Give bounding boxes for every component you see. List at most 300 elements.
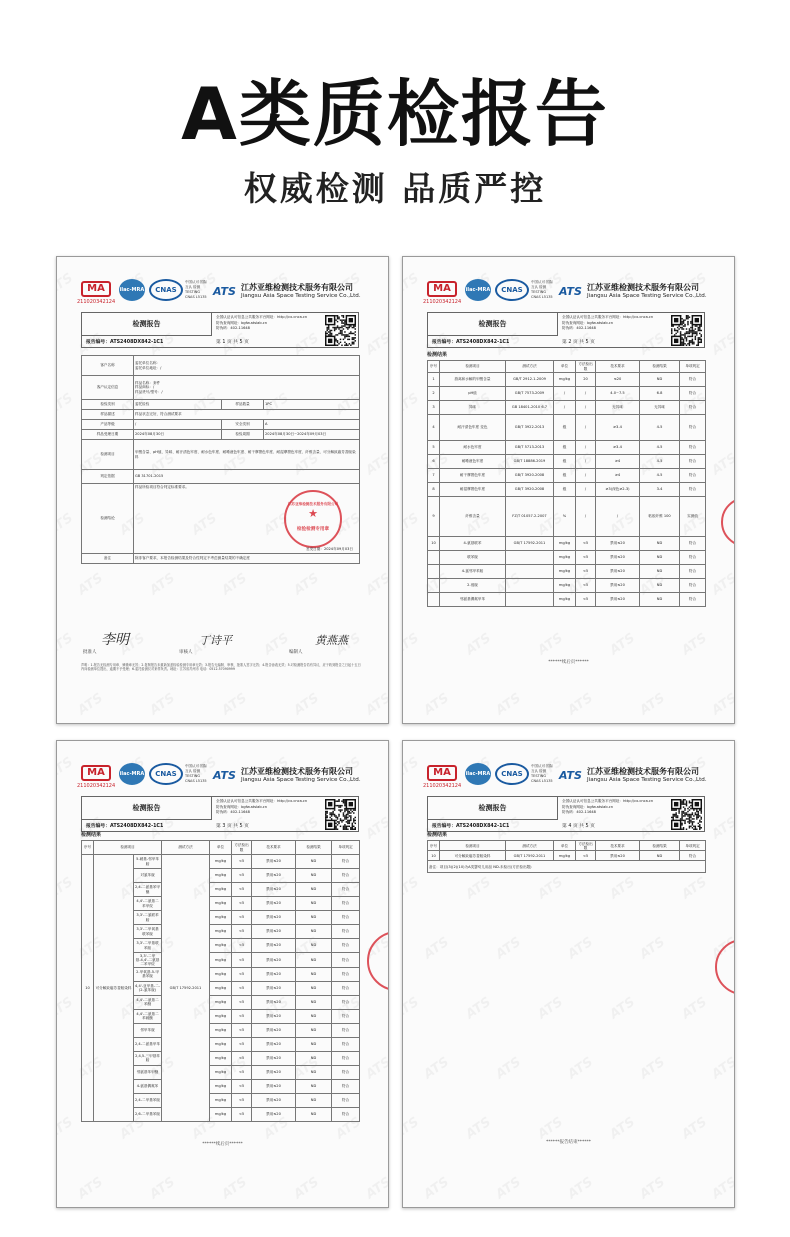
cell: /: [576, 455, 596, 469]
cell: [428, 579, 440, 593]
report-page-3: [56, 740, 389, 1208]
report-page-1: [56, 256, 389, 724]
cell: ≤20: [596, 373, 640, 387]
cell: <5: [232, 953, 252, 968]
client-info-table: [81, 355, 360, 564]
cell: 3-4: [640, 483, 680, 497]
watermark-text: [402, 391, 422, 419]
cell: 符合: [332, 925, 360, 939]
cell: 邻甲苯胺: [134, 1023, 162, 1037]
verify-line: 全国认证认可信息公共服务平台网址：http://cx.cnca.cn: [216, 315, 308, 319]
cell: ND: [296, 1037, 332, 1051]
cell: /: [576, 483, 596, 497]
note-cell: 备注：项目(3)(2)(10)为A类婴幼儿用品 ND-未检出(方法检出限): [428, 861, 706, 873]
table-row: [82, 855, 360, 869]
col-header: 单项判定: [680, 841, 706, 851]
col-header: 检测结果: [640, 841, 680, 851]
watermark-text: [363, 815, 389, 843]
cell: ND: [296, 855, 332, 869]
cnas-note: 中国认可 国际互认 检测 TESTING CNAS L5135: [531, 764, 554, 783]
company-name-cn: 江苏亚维检测技术服务有限公司: [241, 283, 353, 292]
watermark-text: [637, 1175, 668, 1203]
company-name-cn: 江苏亚维检测技术服务有限公司: [241, 767, 353, 776]
cell: <5: [232, 995, 252, 1009]
watermark-text: [56, 1115, 76, 1143]
cell: <5: [232, 1051, 252, 1065]
ma-code: 211020342124: [423, 783, 462, 789]
cell: /: [576, 401, 596, 415]
col-header: 单项判定: [332, 841, 360, 855]
cell: GB/T 3922-2013: [506, 415, 554, 441]
cell: ND: [296, 1107, 332, 1121]
ats-logo: ATS: [559, 769, 582, 782]
watermark-text: [709, 815, 735, 843]
cell: <5: [232, 939, 252, 953]
verify-line: 全国认证认可信息公共服务平台网址：http://cx.cnca.cn: [562, 799, 654, 803]
cell: mg/kg: [210, 1009, 232, 1023]
verify-line: 防伪码：402-11648: [562, 326, 596, 330]
watermark-text: [363, 331, 389, 359]
company-name-cn: 江苏亚维检测技术服务有限公司: [587, 283, 699, 292]
cell: 禁用≤20: [252, 1051, 296, 1065]
cell: mg/kg: [210, 953, 232, 968]
watermark-text: [363, 571, 389, 599]
table-row: [428, 537, 706, 551]
cell: GB/T 3920-2008: [506, 483, 554, 497]
report-title: 检测报告: [82, 797, 212, 820]
cell: mg/kg: [554, 851, 576, 861]
cell: <5: [232, 911, 252, 925]
watermark-text: [147, 1175, 178, 1203]
cell: GB/T 17592-2011: [162, 855, 210, 1122]
cell: 禁用≤20: [596, 593, 640, 607]
cell: [428, 593, 440, 607]
col-header: 方法检出限: [576, 361, 596, 373]
cell: 3,3'-二甲氧基联苯胺: [134, 925, 162, 939]
cell: ND: [640, 579, 680, 593]
watermark-text: [493, 691, 524, 719]
report-number: 报告编号：ATS2408DX842-1C1: [432, 340, 510, 345]
table-row: [428, 441, 706, 455]
cell: ND: [296, 1009, 332, 1023]
watermark-text: [291, 571, 322, 599]
cell: 4,4'-二氨基二苯醚: [134, 995, 162, 1009]
watermark-text: [709, 1055, 735, 1083]
cell: 4-5: [640, 469, 680, 483]
cell: mg/kg: [210, 1093, 232, 1107]
watermark-text: [463, 995, 494, 1023]
cell: 纤维含量: [440, 497, 506, 537]
cell: 可分解致癌芳香胺染料: [94, 855, 134, 1122]
cell: 禁用≤20: [252, 1079, 296, 1093]
watermark-text: [535, 631, 566, 659]
cell: 4,4'-二氨基二苯甲烷: [134, 897, 162, 911]
cell: <5: [232, 1079, 252, 1093]
qr-code-icon: [325, 799, 356, 830]
cnas-logo: CNAS: [495, 279, 529, 301]
cell: 禁用≤20: [252, 1065, 296, 1079]
watermark-text: [709, 571, 735, 599]
company-name-en: Jiangsu Asia Space Testing Service Co.,Ltd.: [241, 293, 361, 299]
watermark-text: [56, 391, 76, 419]
cell: 2024年08月30日~2024年09月03日: [264, 430, 360, 440]
section-title: 检测结果: [427, 352, 448, 358]
cell: 4-5: [640, 415, 680, 441]
cell: ≥3-4: [596, 441, 640, 455]
cell: 符合: [332, 1065, 360, 1079]
cell: [428, 551, 440, 565]
results-table: [427, 840, 706, 873]
cell: 禁用≤20: [252, 939, 296, 953]
cell: mg/kg: [210, 855, 232, 869]
cell: 1: [428, 373, 440, 387]
cell: 级: [554, 455, 576, 469]
make-label: 编制人: [289, 650, 303, 655]
watermark-text: [219, 691, 250, 719]
continued-marker: ******续后页******: [548, 660, 589, 665]
company-name-en: Jiangsu Asia Space Testing Service Co.,Ltd.: [587, 777, 707, 783]
watermark-text: [493, 1055, 524, 1083]
cell: 禁用≤20: [252, 1037, 296, 1051]
report-header: [81, 312, 359, 348]
table-row: [428, 483, 706, 497]
cell: 符合: [332, 1037, 360, 1051]
cell: <5: [232, 869, 252, 883]
cell: GB/T 7573-2009: [506, 387, 554, 401]
cnas-note: 中国认可 国际互认 检测 TESTING CNAS L5135: [185, 280, 208, 299]
cell: 禁用≤20: [252, 1023, 296, 1037]
ma-code: 211020342124: [77, 299, 116, 305]
watermark-text: [291, 691, 322, 719]
cell: mg/kg: [554, 593, 576, 607]
cell: 符合: [680, 565, 706, 579]
company-name-en: Jiangsu Asia Space Testing Service Co.,Ltd.: [587, 293, 707, 299]
watermark-text: [709, 331, 735, 359]
cell: 符合: [332, 883, 360, 897]
cell: 禁用≤20: [252, 911, 296, 925]
cell: 符合: [680, 551, 706, 565]
cell: 9: [428, 497, 440, 537]
qr-code-icon: [671, 315, 702, 346]
cell: 无异味: [596, 401, 640, 415]
watermark-text: [565, 935, 596, 963]
cell: <5: [232, 855, 252, 869]
ats-logo: ATS: [213, 769, 236, 782]
report-title: 检测报告: [82, 313, 212, 336]
cell: 符合: [332, 1051, 360, 1065]
cell: ND: [296, 911, 332, 925]
cell: 符合: [332, 911, 360, 925]
cell: GB/T 17592-2011: [506, 537, 554, 551]
cell: /: [576, 469, 596, 483]
conclusion-cell: [134, 484, 360, 554]
page-number: 第 3 页 共 5 页: [216, 824, 249, 829]
watermark-text: [363, 451, 389, 479]
cell: 备注: [82, 554, 134, 564]
cell: 2,6-二甲基苯胺: [134, 1107, 162, 1121]
cell: 符合: [680, 401, 706, 415]
watermark-text: [607, 631, 638, 659]
cell: 符合: [680, 415, 706, 441]
cell: 符合: [332, 939, 360, 953]
cell: 禁用≤20: [596, 565, 640, 579]
watermark-text: [219, 1175, 250, 1203]
cell: FZ/T 01057.2-2007: [506, 497, 554, 537]
cell: ≥3(深色≥2-3): [596, 483, 640, 497]
cell: 委托检验: [134, 400, 222, 410]
cell: 实测值: [680, 497, 706, 537]
cell: 检验周期: [222, 430, 264, 440]
cell: 1PC: [264, 400, 360, 410]
cell: 禁用≤20: [596, 551, 640, 565]
cell: 10: [428, 851, 440, 861]
watermark-text: [709, 451, 735, 479]
cell: 符合: [332, 869, 360, 883]
page-number: 第 1 页 共 5 页: [216, 340, 249, 345]
cell: <5: [576, 537, 596, 551]
cell: mg/kg: [210, 883, 232, 897]
watermark-text: [402, 631, 422, 659]
cell: /: [576, 441, 596, 455]
col-header: 测试方法: [506, 841, 554, 851]
ma-code: 211020342124: [423, 299, 462, 305]
watermark-text: [402, 511, 422, 539]
ilac-logo: ilac-MRA: [119, 279, 145, 301]
watermark-text: [709, 691, 735, 719]
table-row: [428, 401, 706, 415]
results-body: [428, 361, 706, 607]
cnas-logo: CNAS: [495, 763, 529, 785]
seam-stamp: [715, 939, 735, 995]
cell: 2024年08月30日: [134, 430, 222, 440]
cell-line: 委托单位地址：/: [135, 365, 162, 370]
watermark-text: [607, 875, 638, 903]
cell: mg/kg: [210, 869, 232, 883]
watermark-text: [402, 995, 422, 1023]
watermark-text: [679, 875, 710, 903]
cell: 耐水色牢度: [440, 441, 506, 455]
cell: GB/T 2912.1-2009: [506, 373, 554, 387]
watermark-text: [75, 571, 106, 599]
cell: 4.0~7.5: [596, 387, 640, 401]
cell: [428, 565, 440, 579]
verify-info: [216, 799, 322, 816]
cell: ND: [640, 551, 680, 565]
cell: ND: [296, 897, 332, 911]
cell: <5: [232, 981, 252, 995]
table-row: [428, 551, 706, 565]
cell: <5: [576, 579, 596, 593]
cell: 2,4,5-三甲基苯胺: [134, 1051, 162, 1065]
cell: 无异味: [640, 401, 680, 415]
ma-logo: MA: [427, 281, 457, 297]
results-table: [427, 360, 706, 607]
letterhead: [71, 277, 376, 307]
cell: 禁用≤20: [252, 1093, 296, 1107]
cell: [506, 593, 554, 607]
cell: 符合: [680, 373, 706, 387]
col-header: 检测项目: [440, 361, 506, 373]
report-header: [427, 796, 705, 832]
ma-logo: MA: [427, 765, 457, 781]
ma-code: 211020342124: [77, 783, 116, 789]
col-header: 检测项目: [440, 841, 506, 851]
cell: 2-甲氧基-5-甲基苯胺: [134, 967, 162, 981]
cell: <5: [232, 883, 252, 897]
cell: 3: [428, 401, 440, 415]
ats-logo: ATS: [559, 285, 582, 298]
verify-line: 防伪查询网址：bgfw.atslab.cn: [562, 320, 614, 325]
cell: 7: [428, 469, 440, 483]
cell: 级: [554, 415, 576, 441]
section-title: 检测结果: [81, 832, 102, 838]
cell: 符合: [680, 455, 706, 469]
cell: 符合: [680, 593, 706, 607]
cell: 甲醛含量、pH值、异味、耐汗渍色牢度、耐水色牢度、耐唾液色牢度、耐干摩擦色牢度、耐湿摩擦色牢度、纤维含量、可分解致癌芳香胺染料: [134, 440, 360, 470]
cell: <5: [576, 565, 596, 579]
cell: 粘胶纤维 100: [640, 497, 680, 537]
stamp-company: 江苏亚维检测技术服务有限公司: [287, 502, 339, 506]
cell: 游离和水解的甲醛含量: [440, 373, 506, 387]
cell: mg/kg: [210, 1107, 232, 1121]
verify-line: 防伪码：402-11648: [562, 810, 596, 814]
cell: 符合: [332, 967, 360, 981]
cell: 禁用≤20: [252, 925, 296, 939]
verify-line: 防伪查询网址：bgfw.atslab.cn: [216, 804, 268, 809]
table-row: [428, 565, 706, 579]
cell: GB 31701-2015: [134, 470, 360, 484]
cell-line: 样品名称：套件: [135, 381, 161, 386]
cell: 邻氨基苯甲醚: [134, 1065, 162, 1079]
watermark-text: [607, 995, 638, 1023]
cell: 邻氨基偶氮甲苯: [440, 593, 506, 607]
verify-line: 防伪码：402-11648: [216, 810, 250, 814]
watermark-text: [75, 1175, 106, 1203]
cell: 可分解致癌芳香胺染料: [440, 851, 506, 861]
cell: ND: [640, 373, 680, 387]
cell: mg/kg: [210, 1037, 232, 1051]
cell: ND: [296, 953, 332, 968]
cell: 禁用≤20: [252, 883, 296, 897]
cell: 2: [428, 387, 440, 401]
cnas-logo: CNAS: [149, 763, 183, 785]
watermark-text: [363, 1055, 389, 1083]
watermark-text: [463, 631, 494, 659]
watermark-text: [56, 631, 76, 659]
table-row: [428, 469, 706, 483]
cell: GB 18401-2010 6.7: [506, 401, 554, 415]
table-row: [428, 415, 706, 441]
cell: 耐湿摩擦色牢度: [440, 483, 506, 497]
cell: GB/T 17592-2011: [506, 851, 554, 861]
cell: 对氯苯胺: [134, 869, 162, 883]
col-header: 单项判定: [680, 361, 706, 373]
cell: 4,4'-亚甲基-二-(2-氯苯胺): [134, 981, 162, 995]
table-header-row: [428, 841, 706, 851]
watermark-text: [147, 691, 178, 719]
cell: 符合: [332, 981, 360, 995]
table-row: [428, 455, 706, 469]
watermark-text: [291, 1175, 322, 1203]
cell: <5: [576, 551, 596, 565]
cell: 符合: [332, 1093, 360, 1107]
cell: /: [576, 497, 596, 537]
watermark-text: [363, 691, 389, 719]
letterhead: [417, 761, 722, 791]
report-page-4: [402, 740, 735, 1208]
cell: 耐汗渍色牢度 变色: [440, 415, 506, 441]
col-header: 检测结果: [640, 361, 680, 373]
watermark-text: [565, 1175, 596, 1203]
cell: 级: [554, 483, 576, 497]
cell: mg/kg: [554, 565, 576, 579]
verify-line: 全国认证认可信息公共服务平台网址：http://cx.cnca.cn: [562, 315, 654, 319]
cell: mg/kg: [210, 995, 232, 1009]
watermark-text: [493, 1175, 524, 1203]
cell: mg/kg: [210, 1023, 232, 1037]
cell: GB/T 18886-2019: [506, 455, 554, 469]
cell: ≥4: [596, 455, 640, 469]
cell: 禁用≤20: [252, 897, 296, 911]
report-header: [81, 796, 359, 832]
cell: /: [134, 420, 222, 430]
watermark-text: [637, 691, 668, 719]
qr-code-icon: [325, 315, 356, 346]
cell: pH值: [440, 387, 506, 401]
cell: 2,4-二甲基苯胺: [134, 1093, 162, 1107]
cell: /: [596, 497, 640, 537]
cell: 级: [554, 469, 576, 483]
end-marker: ******报告结束******: [546, 1140, 591, 1145]
cell: 4-氨基偶氮苯: [134, 1079, 162, 1093]
cell: ND: [296, 981, 332, 995]
cell: GB/T 3920-2008: [506, 469, 554, 483]
cell: mg/kg: [210, 981, 232, 995]
ma-logo: MA: [81, 281, 111, 297]
report-header: [427, 312, 705, 348]
sign-date: 签发日期：2024年09月03日: [305, 546, 354, 551]
cell: 符合: [680, 851, 706, 861]
seam-stamp: [721, 497, 735, 547]
approve-label: 批准人: [83, 650, 97, 655]
cell: 符合: [680, 537, 706, 551]
cell: 禁用≤20: [252, 995, 296, 1009]
company-name-en: Jiangsu Asia Space Testing Service Co.,Ltd.: [241, 777, 361, 783]
watermark-text: [421, 691, 452, 719]
cell: 样品状态完好，符合测试要求: [134, 410, 360, 420]
cell: /: [554, 401, 576, 415]
cell: 8: [428, 483, 440, 497]
col-header: 技术要求: [596, 361, 640, 373]
report-number: 报告编号：ATS2408DX842-1C1: [86, 340, 164, 345]
report-title: 检测报告: [428, 313, 558, 336]
report-page-2: [402, 256, 735, 724]
cell: 4-5: [640, 441, 680, 455]
verify-info: [562, 799, 668, 816]
report-number: 报告编号：ATS2408DX842-1C1: [86, 824, 164, 829]
results-body: [82, 841, 360, 1122]
cell-line: 委托单位名称：: [135, 361, 161, 366]
cell: 符合: [332, 1023, 360, 1037]
cell: 禁用≤20: [252, 855, 296, 869]
cell: 禁用≤20: [596, 851, 640, 861]
cell: /: [576, 387, 596, 401]
cell: ND: [296, 1023, 332, 1037]
watermark-text: [402, 875, 422, 903]
cell: 4,4'-二氨基二苯硫醚: [134, 1009, 162, 1023]
cell: 4-氯邻甲苯胺: [440, 565, 506, 579]
cell: ≥4: [596, 469, 640, 483]
